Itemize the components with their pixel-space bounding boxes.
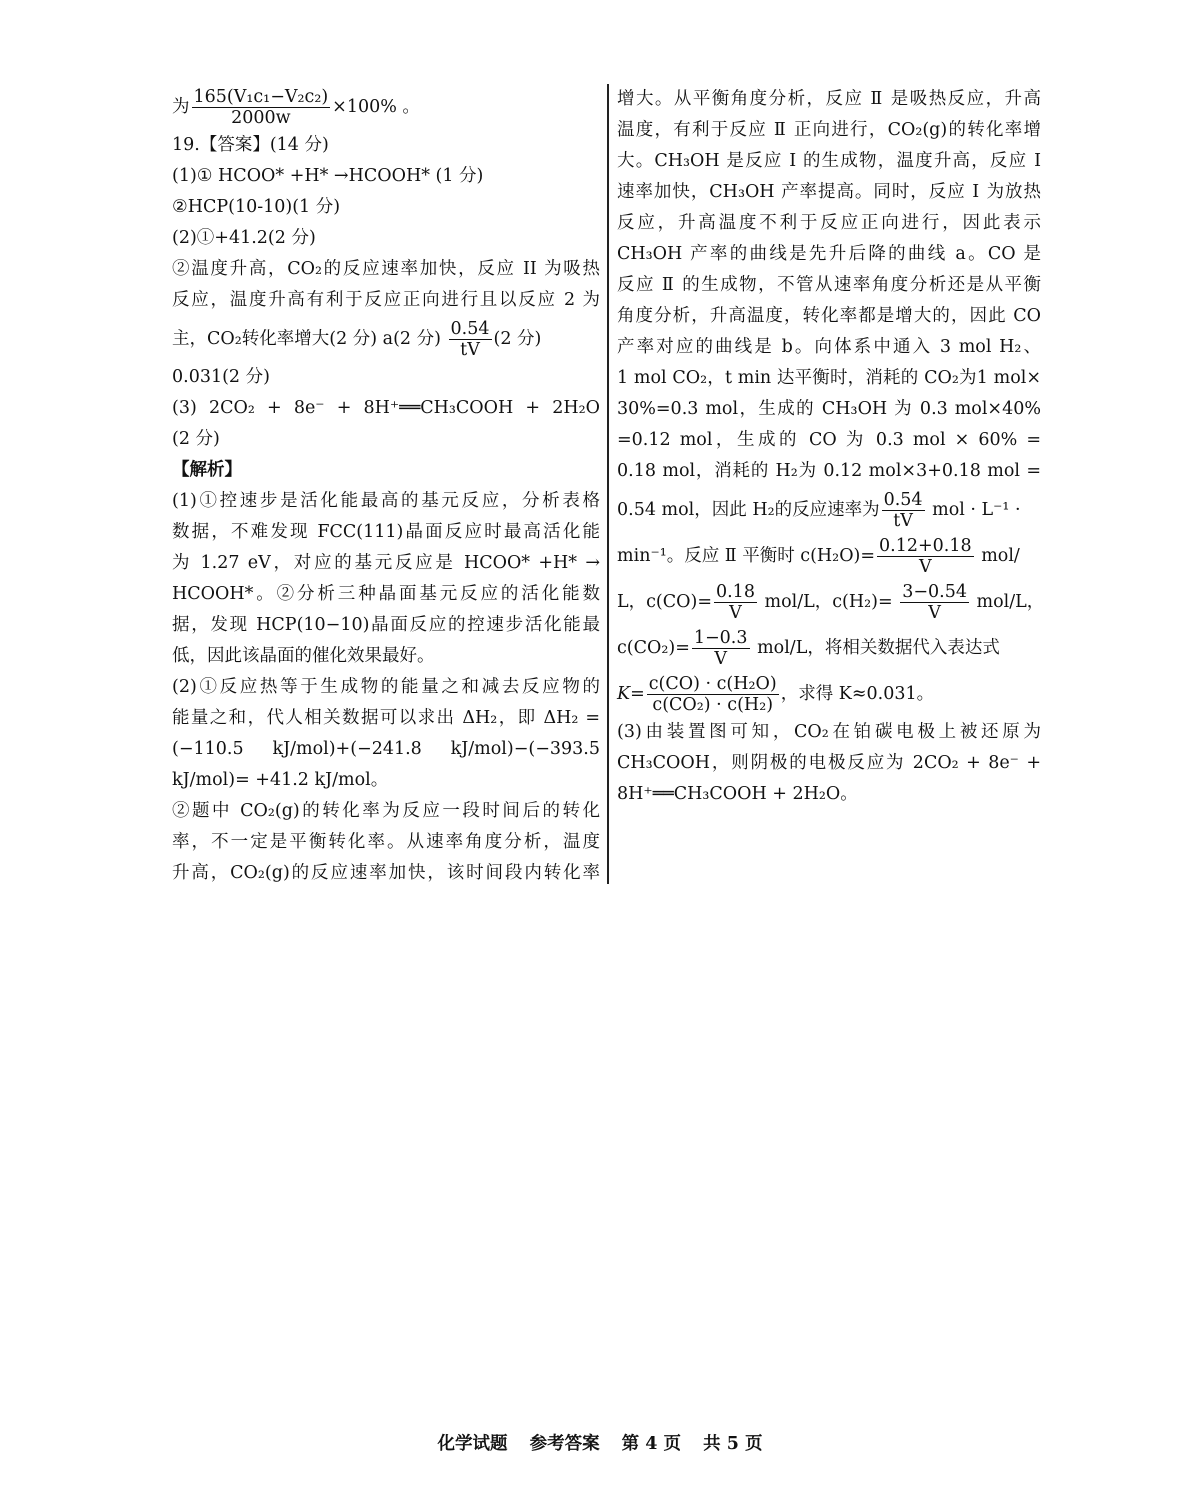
formula-fraction bbox=[192, 87, 331, 128]
h2-rate-fraction bbox=[882, 490, 925, 531]
analysis-line: (1)①控速步是活化能最高的基元反应，分析表格 bbox=[172, 491, 600, 511]
fraction-numerator: 0.54 bbox=[450, 319, 490, 339]
fraction-denominator: V bbox=[928, 603, 941, 623]
analysis-line: 8H⁺══CH₃COOH + 2H₂O。 bbox=[617, 784, 858, 804]
analysis-line: 反应 Ⅱ 的生成物，不管从速率角度分析还是从平衡 bbox=[617, 275, 1041, 295]
formula-prefix: 为 bbox=[172, 97, 190, 117]
analysis-line: 为 1.27 eV，对应的基元反应是 HCOO* +H* → bbox=[172, 553, 600, 573]
right-column bbox=[617, 84, 1045, 810]
conc-text: mol/L，c(H₂)= bbox=[758, 592, 899, 612]
conc-unit: mol/ bbox=[975, 546, 1020, 566]
answer-line: (1)① HCOO* +H* →HCOOH* (1 分) bbox=[172, 166, 484, 186]
h2o-fraction bbox=[877, 536, 974, 577]
fraction-numerator: 0.54 bbox=[883, 490, 923, 510]
answer-text: 主，CO₂转化率增大(2 分) a(2 分) bbox=[172, 329, 441, 349]
fraction-denominator: V bbox=[714, 649, 728, 669]
fraction-numerator: 0.12+0.18 bbox=[879, 536, 972, 556]
analysis-line: 反应，升高温度不利于反应正向进行，因此表示 bbox=[617, 213, 1041, 233]
rate-unit: mol · L⁻¹ · bbox=[926, 500, 1021, 520]
fraction-denominator: c(CO₂) · c(H₂) bbox=[652, 695, 774, 715]
answer-line: 反应，温度升高有利于反应正向进行且以反应 2 为 bbox=[172, 290, 600, 310]
analysis-line: 温度，有利于反应 Ⅱ 正向进行，CO₂(g)的转化率增 bbox=[617, 120, 1041, 140]
analysis-line: 产率对应的曲线是 b。向体系中通入 3 mol H₂、 bbox=[617, 337, 1041, 357]
q19-heading: 19.【答案】(14 分) bbox=[172, 135, 329, 155]
analysis-line: 率，不一定是平衡转化率。从速率角度分析，温度 bbox=[172, 832, 600, 852]
footer-page-total: 共 5 页 bbox=[703, 1434, 763, 1454]
fraction-numerator: c(CO) · c(H₂O) bbox=[648, 674, 777, 694]
k-fraction bbox=[647, 674, 779, 715]
conc-text: min⁻¹。反应 Ⅱ 平衡时 c(H₂O)= bbox=[617, 546, 876, 566]
analysis-heading: 【解析】 bbox=[172, 460, 242, 480]
answer-line: ②温度升高，CO₂的反应速率加快，反应 II 为吸热 bbox=[172, 259, 600, 279]
fraction-numerator: 1−0.3 bbox=[693, 628, 748, 648]
h2-rate-line bbox=[617, 487, 1041, 533]
k-expression-line bbox=[617, 671, 1041, 717]
co-fraction bbox=[714, 582, 757, 623]
answer-line: 0.031(2 分) bbox=[172, 367, 270, 387]
analysis-line: 能量之和，代人相关数据可以求出 ΔH₂，即 ΔH₂ = bbox=[172, 708, 600, 728]
analysis-line: 据，发现 HCP(10−10)晶面反应的控速步活化能最 bbox=[172, 615, 600, 635]
formula-denominator: 2000w bbox=[231, 108, 291, 128]
analysis-line: 1 mol CO₂，t min 达平衡时，消耗的 CO₂为1 mol× bbox=[617, 368, 1041, 388]
column-divider bbox=[607, 84, 609, 884]
page-footer bbox=[0, 1430, 1200, 1455]
rate-fraction bbox=[449, 319, 492, 360]
fraction-denominator: V bbox=[919, 557, 932, 577]
conc-unit: mol/L， bbox=[970, 592, 1045, 612]
analysis-line: 大。CH₃OH 是反应 I 的生成物，温度升高，反应 Ⅰ bbox=[617, 151, 1041, 171]
co2-conc-line bbox=[617, 625, 1041, 671]
answer-line: (2)①+41.2(2 分) bbox=[172, 228, 316, 248]
analysis-line: 增大。从平衡角度分析，反应 Ⅱ 是吸热反应，升高 bbox=[617, 89, 1041, 109]
fraction-numerator: 0.18 bbox=[715, 582, 755, 602]
analysis-line: (−110.5 kJ/mol)+(−241.8 kJ/mol)−(−393.5 bbox=[172, 739, 600, 759]
formula-line bbox=[172, 84, 600, 130]
analysis-line: 角度分析，升高温度，转化率都是增大的，因此 CO bbox=[617, 306, 1041, 326]
h2o-conc-line bbox=[617, 533, 1041, 579]
k-result: ，求得 K≈0.031。 bbox=[780, 684, 935, 704]
analysis-line: 数据，不难发现 FCC(111)晶面反应时最高活化能 bbox=[172, 522, 600, 542]
analysis-line: 30%=0.3 mol，生成的 CH₃OH 为 0.3 mol×40% bbox=[617, 399, 1041, 419]
answer-line bbox=[172, 316, 600, 362]
analysis-line: (2)①反应热等于生成物的能量之和减去反应物的 bbox=[172, 677, 600, 697]
analysis-line: CH₃OH 产率的曲线是先升后降的曲线 a。CO 是 bbox=[617, 244, 1041, 264]
conc-text: mol/L，将相关数据代入表达式 bbox=[751, 638, 1000, 658]
fraction-denominator: V bbox=[729, 603, 742, 623]
analysis-line: =0.12 mol，生成的 CO 为 0.3 mol × 60% = bbox=[617, 430, 1041, 450]
rate-text: 0.54 mol，因此 H₂的反应速率为 bbox=[617, 500, 880, 520]
k-label: K= bbox=[617, 684, 645, 704]
fraction-denominator: tV bbox=[460, 340, 480, 360]
answer-score: (2 分) bbox=[493, 329, 542, 349]
answer-line: (2 分) bbox=[172, 429, 220, 449]
footer-subject: 化学试题 bbox=[437, 1434, 508, 1454]
analysis-line: ②题中 CO₂(g)的转化率为反应一段时间后的转化 bbox=[172, 801, 600, 821]
fraction-numerator: 3−0.54 bbox=[902, 582, 967, 602]
footer-kind: 参考答案 bbox=[529, 1434, 600, 1454]
answer-line: (3) 2CO₂ + 8e⁻ + 8H⁺══CH₃COOH + 2H₂O bbox=[172, 398, 600, 418]
conc-text: L，c(CO)= bbox=[617, 592, 712, 612]
answer-line: ②HCP(10-10)(1 分) bbox=[172, 197, 341, 217]
fraction-denominator: tV bbox=[893, 511, 913, 531]
analysis-line: 速率加快，CH₃OH 产率提高。同时，反应 Ⅰ 为放热 bbox=[617, 182, 1041, 202]
h2-fraction bbox=[900, 582, 969, 623]
co2-fraction bbox=[692, 628, 750, 669]
analysis-line: CH₃COOH，则阴极的电极反应为 2CO₂ + 8e⁻ + bbox=[617, 753, 1041, 773]
conc-text: c(CO₂)= bbox=[617, 638, 690, 658]
analysis-line: HCOOH*。②分析三种晶面基元反应的活化能数 bbox=[172, 584, 600, 604]
left-column bbox=[172, 84, 600, 889]
formula-numerator: 165(V₁c₁−V₂c₂) bbox=[193, 87, 329, 107]
footer-page-number: 第 4 页 bbox=[621, 1434, 682, 1454]
co-h2-conc-line bbox=[617, 579, 1045, 625]
analysis-line: 0.18 mol，消耗的 H₂为 0.12 mol×3+0.18 mol = bbox=[617, 461, 1041, 481]
analysis-line: kJ/mol)= +41.2 kJ/mol。 bbox=[172, 770, 389, 790]
analysis-line: 低，因此该晶面的催化效果最好。 bbox=[172, 646, 435, 666]
analysis-line: (3)由装置图可知，CO₂在铂碳电极上被还原为 bbox=[617, 722, 1041, 742]
formula-suffix: ×100% 。 bbox=[332, 97, 420, 117]
analysis-line: 升高，CO₂(g)的反应速率加快，该时间段内转化率 bbox=[172, 863, 600, 883]
